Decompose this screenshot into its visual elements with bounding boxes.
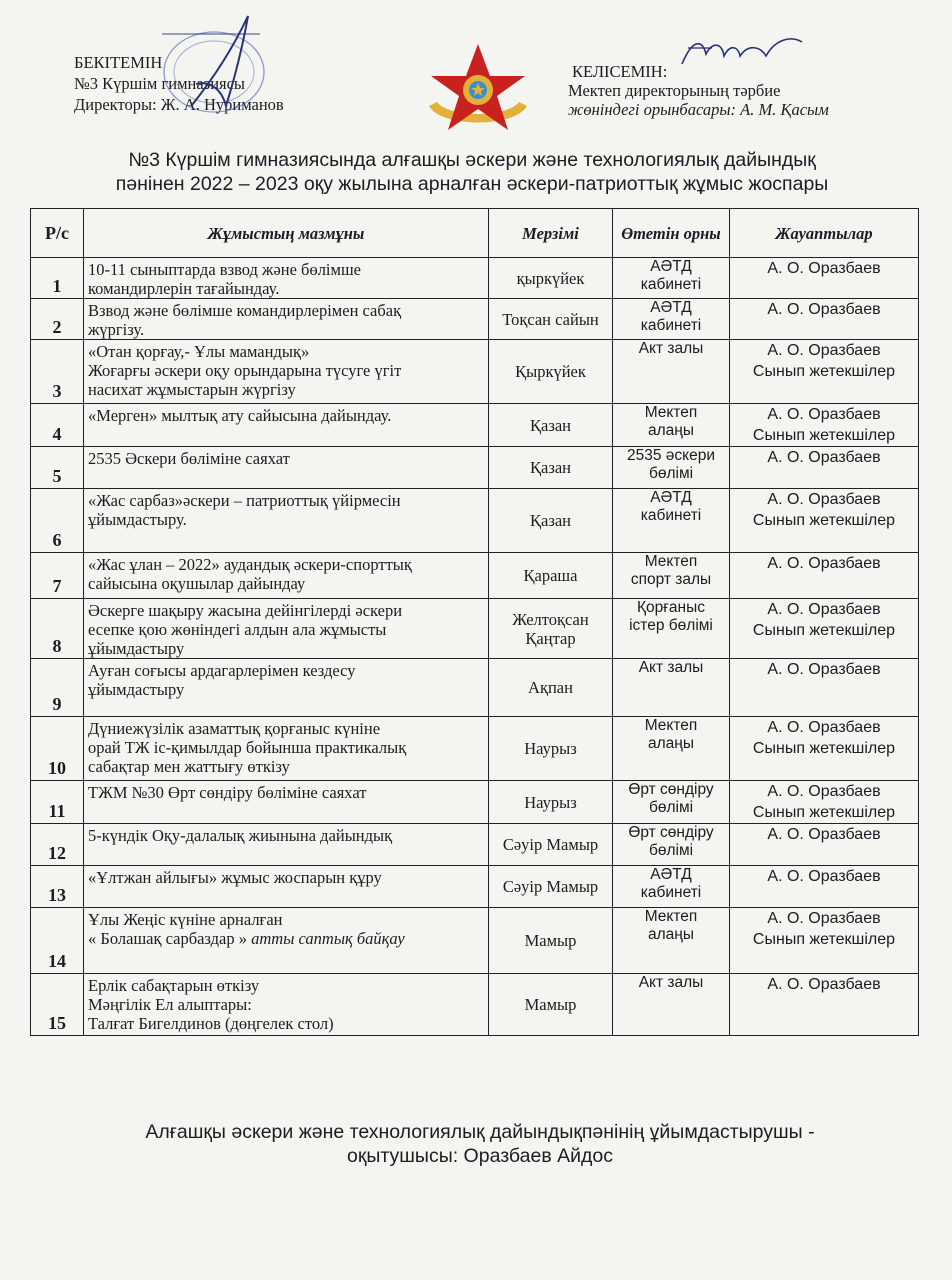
content-line: Ауған соғысы ардагарлерімен кездесу xyxy=(88,661,356,680)
period-line: Қазан xyxy=(529,511,571,530)
period-line: Ақпан xyxy=(528,678,573,697)
row-content xyxy=(84,553,489,599)
footer-note xyxy=(100,1120,860,1168)
content-line: насихат жұмыстарын жүргізу xyxy=(88,380,296,399)
place-line: кабинеті xyxy=(640,276,702,293)
place-line: алаңы xyxy=(648,926,694,943)
row-place xyxy=(613,489,730,553)
content-line: ұйымдастыру. xyxy=(88,510,187,529)
resp-line: А. О. Оразбаев xyxy=(767,406,881,423)
row-period xyxy=(489,599,613,659)
row-period xyxy=(489,717,613,781)
period-line: Наурыз xyxy=(524,792,577,812)
row-number: 14 xyxy=(31,908,84,974)
content-line: 10-11 сыныптарда взвод және бөлімше xyxy=(88,260,361,279)
agreement-block xyxy=(568,62,829,119)
plan-table xyxy=(30,208,919,1036)
place-line: істер бөлімі xyxy=(629,617,713,634)
row-responsible xyxy=(730,447,919,489)
row-responsible xyxy=(730,717,919,781)
resp-line: Сынып жетекшілер xyxy=(752,622,896,639)
period-line: қыркүйек xyxy=(516,268,585,288)
content-line: «Ұлтжан айлығы» жұмыс жоспарын құру xyxy=(88,868,382,887)
resp-line: А. О. Оразбаев xyxy=(767,301,881,318)
row-number: 5 xyxy=(31,447,84,489)
column-header-number: Р/с xyxy=(31,209,84,258)
place-line: 2535 әскери xyxy=(626,447,715,464)
period-line: Тоқсан сайын xyxy=(502,309,599,329)
footer-line-1: Алғашқы әскери және технологиялық дайындықпәнінің ұйымдастырушы - xyxy=(145,1121,815,1143)
row-content xyxy=(84,908,489,974)
resp-line: А. О. Оразбаев xyxy=(767,491,881,508)
row-responsible xyxy=(730,258,919,299)
content-line: Жоғарғы әскери оқу орындарына түсуге үгіт xyxy=(88,361,402,380)
table-row xyxy=(31,340,919,404)
place-line: бөлімі xyxy=(648,799,694,816)
row-period xyxy=(489,908,613,974)
period-line: Қыркүйек xyxy=(515,362,586,381)
place-line: Акт залы xyxy=(638,659,704,676)
content-line: ұйымдастыру xyxy=(88,680,185,699)
row-content xyxy=(84,299,489,340)
place-line: АӘТД xyxy=(650,489,692,506)
place-line: АӘТД xyxy=(650,258,692,275)
row-period xyxy=(489,258,613,299)
resp-line: А. О. Оразбаев xyxy=(767,260,881,277)
row-responsible xyxy=(730,974,919,1036)
row-period xyxy=(489,781,613,824)
row-responsible xyxy=(730,781,919,824)
row-number: 2 xyxy=(31,299,84,340)
table-row xyxy=(31,553,919,599)
content-line: 2535 Әскери бөліміне саяхат xyxy=(88,449,290,468)
agreement-title: КЕЛІСЕМІН: xyxy=(572,62,668,81)
table-row xyxy=(31,404,919,447)
table-row xyxy=(31,258,919,299)
period-line: Қазан xyxy=(529,458,571,477)
place-line: Өрт сөндіру xyxy=(628,781,714,798)
row-place xyxy=(613,824,730,866)
row-responsible xyxy=(730,340,919,404)
content-line: 5-күндік Оқу-далалық жиынына дайындық xyxy=(88,826,393,845)
row-content xyxy=(84,974,489,1036)
content-line: орай ТЖ іс-қимылдар бойынша практикалық xyxy=(88,738,407,757)
period-line: Наурыз xyxy=(524,739,577,758)
row-content xyxy=(84,659,489,717)
resp-line: А. О. Оразбаев xyxy=(767,783,881,800)
place-line: спорт залы xyxy=(630,571,712,588)
row-period xyxy=(489,404,613,447)
period-line: Сәуір Мамыр xyxy=(502,835,599,854)
table-row xyxy=(31,299,919,340)
period-line: Қаңтар xyxy=(525,628,576,648)
approval-block xyxy=(74,52,284,115)
resp-line: Сынып жетекшілер xyxy=(752,804,896,821)
row-responsible xyxy=(730,299,919,340)
deputy-signature xyxy=(678,34,808,74)
column-header-period: Мерзімі xyxy=(489,209,613,258)
star-emblem-icon xyxy=(421,42,535,134)
document-title xyxy=(72,148,872,196)
row-number: 15 xyxy=(31,974,84,1036)
document-title-line-2: пәнінен 2022 – 2023 оқу жылына арналған әскери-патриоттық жұмыс жоспары xyxy=(115,173,829,195)
place-line: Мектеп xyxy=(644,717,698,734)
content-line: жүргізу. xyxy=(88,320,145,339)
row-place xyxy=(613,717,730,781)
resp-line: Сынып жетекшілер xyxy=(752,363,896,380)
column-header-place: Өтетін орны xyxy=(613,209,730,258)
row-content xyxy=(84,824,489,866)
content-line: Әскерге шақыру жасына дейінгілерді әскери xyxy=(88,601,403,620)
content-line: ТЖМ №30 Өрт сөндіру бөліміне саяхат xyxy=(88,783,367,802)
place-line: бөлімі xyxy=(648,842,694,859)
row-number: 6 xyxy=(31,489,84,553)
footer-line-2: оқытушысы: Оразбаев Айдос xyxy=(347,1145,613,1167)
row-period xyxy=(489,659,613,717)
row-content xyxy=(84,781,489,824)
row-period xyxy=(489,447,613,489)
row-period xyxy=(489,866,613,908)
row-number: 10 xyxy=(31,717,84,781)
content-line: «Жас ұлан – 2022» аудандық әскери-спорттық xyxy=(88,555,412,574)
row-period xyxy=(489,299,613,340)
place-line: Өрт сөндіру xyxy=(628,824,714,841)
row-period xyxy=(489,824,613,866)
content-line: «Жас сарбаз»әскери – патриоттық үйірмесін xyxy=(88,491,401,510)
table-row xyxy=(31,974,919,1036)
row-responsible xyxy=(730,489,919,553)
row-place xyxy=(613,258,730,299)
row-content xyxy=(84,717,489,781)
approval-director: Директоры: Ж. А. Нуриманов xyxy=(74,95,284,114)
table-row xyxy=(31,659,919,717)
agreement-position: Мектеп директорының тәрбие xyxy=(568,81,781,100)
place-line: кабинеті xyxy=(640,317,702,334)
place-line: Мектеп xyxy=(644,404,698,421)
column-header-responsible: Жауаптылар xyxy=(730,209,919,258)
document-title-line-1: №3 Күршім гимназиясында алғашқы әскери және технологиялық дайындық xyxy=(128,149,816,171)
row-place xyxy=(613,599,730,659)
row-number: 3 xyxy=(31,340,84,404)
row-content xyxy=(84,599,489,659)
content-italic-text: атты саптық байқау xyxy=(251,929,405,948)
place-line: Акт залы xyxy=(638,974,704,991)
content-line: ұйымдастыру xyxy=(88,639,185,658)
row-place xyxy=(613,299,730,340)
content-line: Талғат Бигелдинов (дөңгелек стол) xyxy=(88,1014,334,1033)
row-place xyxy=(613,447,730,489)
row-number: 8 xyxy=(31,599,84,659)
place-line: Мектеп xyxy=(644,908,698,925)
table-row xyxy=(31,908,919,974)
place-line: Мектеп xyxy=(644,553,698,570)
place-line: кабинеті xyxy=(640,884,702,901)
content-line: «Отан қорғау,- Ұлы мамандық» xyxy=(88,342,310,361)
row-number: 12 xyxy=(31,824,84,866)
approval-title: БЕКІТЕМІН xyxy=(74,53,163,72)
content-line: «Мерген» мылтық ату сайысына дайындау. xyxy=(88,406,392,425)
row-place xyxy=(613,404,730,447)
content-line: командирлерін тағайындау. xyxy=(88,279,280,298)
content-line: Ұлы Жеңіс күніне арналған xyxy=(88,910,283,929)
resp-line: А. О. Оразбаев xyxy=(767,661,881,678)
content-line: Дүниежүзілік азаматтық қорғаныс күніне xyxy=(88,719,381,738)
column-header-content: Жұмыстың мазмұны xyxy=(84,209,489,258)
place-line: алаңы xyxy=(648,422,694,439)
period-line: Қараша xyxy=(523,566,578,585)
row-responsible xyxy=(730,599,919,659)
row-number: 7 xyxy=(31,553,84,599)
resp-line: Сынып жетекшілер xyxy=(752,427,896,444)
row-place xyxy=(613,659,730,717)
resp-line: А. О. Оразбаев xyxy=(767,342,881,359)
row-period xyxy=(489,340,613,404)
resp-line: А. О. Оразбаев xyxy=(767,601,881,618)
row-number: 11 xyxy=(31,781,84,824)
period-line: Қазан xyxy=(529,415,571,435)
row-number: 4 xyxy=(31,404,84,447)
content-line: сайысына оқушылар дайындау xyxy=(88,574,306,593)
period-line: Сәуір Мамыр xyxy=(502,877,599,896)
period-line: Мамыр xyxy=(524,995,577,1014)
resp-line: Сынып жетекшілер xyxy=(752,512,896,529)
content-line: Взвод және бөлімше командирлерімен сабақ xyxy=(88,301,402,320)
resp-line: А. О. Оразбаев xyxy=(767,868,881,885)
place-line: АӘТД xyxy=(650,866,692,883)
row-content xyxy=(84,258,489,299)
row-responsible xyxy=(730,866,919,908)
place-line: алаңы xyxy=(648,735,694,752)
place-line: кабинеті xyxy=(640,507,702,524)
resp-line: Сынып жетекшілер xyxy=(752,740,896,757)
row-content xyxy=(84,404,489,447)
place-line: АӘТД xyxy=(650,299,692,316)
resp-line: А. О. Оразбаев xyxy=(767,555,881,572)
period-line: Мамыр xyxy=(524,931,577,950)
resp-line: А. О. Оразбаев xyxy=(767,826,881,843)
period-line: Желтоқсан xyxy=(512,609,589,629)
resp-line: А. О. Оразбаев xyxy=(767,449,881,466)
row-place xyxy=(613,340,730,404)
resp-line: А. О. Оразбаев xyxy=(767,910,881,927)
agreement-deputy: жөніндегі орынбасары: А. М. Қасым xyxy=(568,100,829,119)
row-place xyxy=(613,553,730,599)
approval-school: №3 Күршім гимназиясы xyxy=(74,74,246,93)
row-responsible xyxy=(730,659,919,717)
row-place xyxy=(613,866,730,908)
row-content xyxy=(84,489,489,553)
row-number: 13 xyxy=(31,866,84,908)
table-row xyxy=(31,599,919,659)
plan-table-wrapper xyxy=(30,208,918,1036)
row-content xyxy=(84,447,489,489)
row-number: 9 xyxy=(31,659,84,717)
row-period xyxy=(489,489,613,553)
row-responsible xyxy=(730,908,919,974)
row-place xyxy=(613,974,730,1036)
table-row xyxy=(31,781,919,824)
place-line: бөлімі xyxy=(648,465,694,482)
row-content xyxy=(84,340,489,404)
row-number: 1 xyxy=(31,258,84,299)
resp-line: А. О. Оразбаев xyxy=(767,976,881,993)
director-signature-stamp xyxy=(152,10,272,120)
row-place xyxy=(613,781,730,824)
content-plain-text: « Болашақ сарбаздар » xyxy=(88,929,252,948)
table-row xyxy=(31,447,919,489)
row-place xyxy=(613,908,730,974)
table-row xyxy=(31,717,919,781)
table-row xyxy=(31,489,919,553)
row-responsible xyxy=(730,824,919,866)
table-row xyxy=(31,824,919,866)
row-responsible xyxy=(730,553,919,599)
row-period xyxy=(489,974,613,1036)
place-line: Қорғаныс xyxy=(637,599,705,616)
resp-line: Сынып жетекшілер xyxy=(752,931,896,948)
content-line: Ерлік сабақтарын өткізу xyxy=(88,976,260,995)
content-line xyxy=(88,929,484,948)
row-content xyxy=(84,866,489,908)
place-line: Акт залы xyxy=(638,340,704,357)
row-period xyxy=(489,553,613,599)
table-row xyxy=(31,866,919,908)
resp-line: А. О. Оразбаев xyxy=(767,719,881,736)
table-header-row xyxy=(31,209,919,258)
content-line: сабақтар мен жаттығу өткізу xyxy=(88,757,290,776)
row-responsible xyxy=(730,404,919,447)
content-line: Мәңгілік Ел алыптары: xyxy=(88,995,252,1014)
content-line: есепке қою жөніндегі алдын ала жұмысты xyxy=(88,620,387,639)
